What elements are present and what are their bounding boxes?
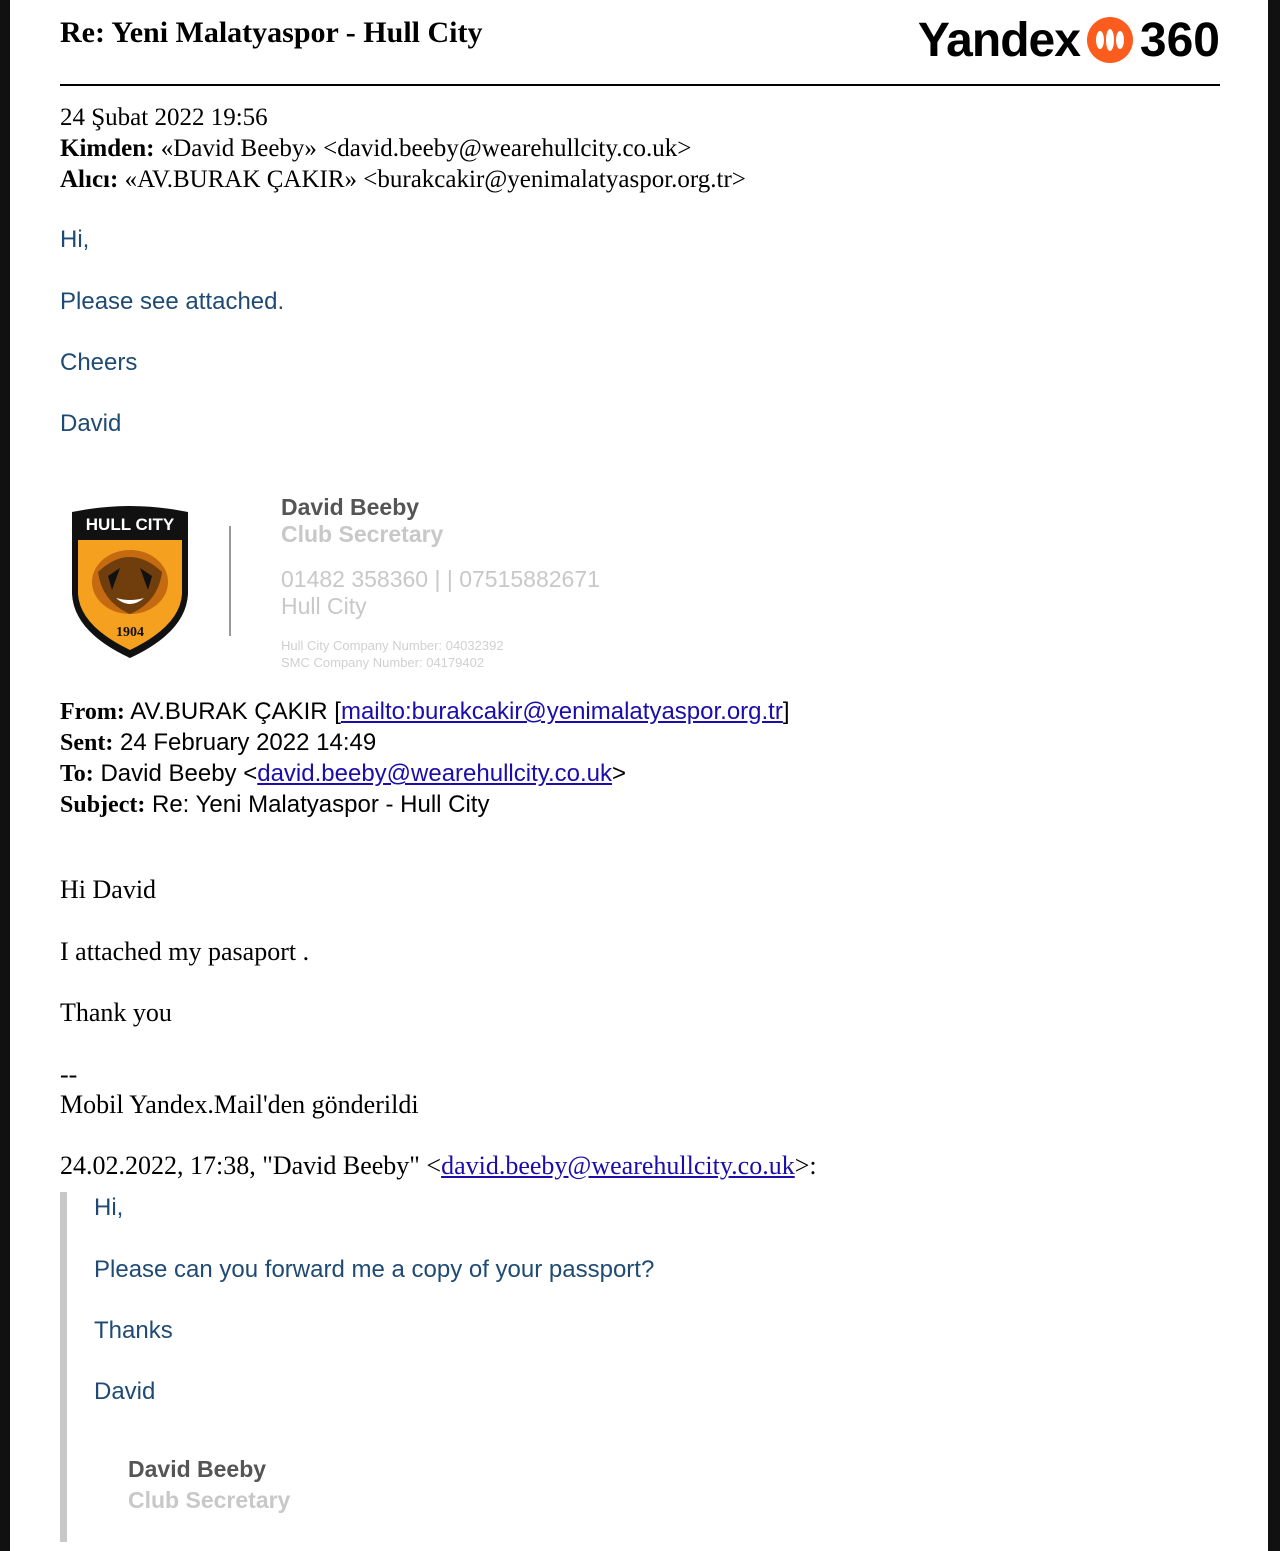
from-label: Kimden: bbox=[60, 135, 155, 162]
fwd-sent-label: Sent: bbox=[60, 730, 114, 756]
message-to bbox=[60, 164, 746, 195]
quoted-body-line: David bbox=[94, 1378, 156, 1405]
email-subject-title: Re: Yeni Malatyaspor - Hull City bbox=[60, 16, 483, 49]
signature-company-number: Hull City Company Number: 04032392 bbox=[281, 638, 504, 653]
fwd-to-end: > bbox=[612, 760, 627, 787]
crest-year: 1904 bbox=[116, 625, 144, 640]
quoted-intro-prefix: 24.02.2022, 17:38, "David Beeby" < bbox=[60, 1151, 442, 1180]
fwd-to-name: David Beeby < bbox=[100, 760, 258, 787]
header-divider bbox=[60, 84, 1220, 86]
body-line: Please see attached. bbox=[60, 288, 285, 315]
logo-number: 360 bbox=[1139, 13, 1220, 67]
body-line: David bbox=[60, 410, 122, 437]
hull-city-crest-icon bbox=[68, 502, 192, 660]
quoted-intro bbox=[60, 1151, 817, 1181]
fwd-from-name: AV.BURAK ÇAKIR [ bbox=[130, 698, 341, 725]
email-page bbox=[10, 0, 1268, 1551]
fwd-from-label: From: bbox=[60, 699, 125, 725]
quoted-body-line: Please can you forward me a copy of your passport? bbox=[94, 1256, 655, 1283]
quoted-intro-suffix: >: bbox=[794, 1151, 817, 1180]
quoted-intro-link[interactable]: david.beeby@wearehullcity.co.uk bbox=[441, 1151, 795, 1180]
signature-name: David Beeby bbox=[281, 494, 420, 520]
forwarded-to bbox=[60, 758, 626, 790]
fwd-subject-value: Re: Yeni Malatyaspor - Hull City bbox=[152, 791, 490, 818]
forwarded-sent bbox=[60, 727, 376, 759]
signature-phone: 01482 358360 | | 07515882671 bbox=[281, 566, 600, 592]
yandex-360-icon bbox=[1086, 16, 1134, 64]
fwd-sent-value: 24 February 2022 14:49 bbox=[120, 729, 377, 756]
fwd-subject-label: Subject: bbox=[60, 792, 146, 818]
body-line: Hi, bbox=[60, 226, 90, 253]
message-from bbox=[60, 133, 691, 164]
fwd-from-link[interactable]: mailto:burakcakir@yenimalatyaspor.org.tr bbox=[340, 698, 783, 725]
signature-club: Hull City bbox=[281, 593, 367, 619]
signature-title: Club Secretary bbox=[281, 521, 444, 547]
quote-bar bbox=[60, 1192, 67, 1542]
quoted-signature-name: David Beeby bbox=[128, 1456, 267, 1482]
message-date: 24 Şubat 2022 19:56 bbox=[60, 104, 268, 131]
yandex-360-logo[interactable] bbox=[918, 12, 1220, 68]
signature-divider bbox=[229, 526, 231, 636]
signature-smc-number: SMC Company Number: 04179402 bbox=[281, 655, 485, 670]
to-value[interactable]: «AV.BURAK ÇAKIR» <burakcakir@yenimalatyaspor.org.tr> bbox=[124, 166, 746, 193]
fwd-to-link[interactable]: david.beeby@wearehullcity.co.uk bbox=[257, 760, 613, 787]
fwd-body-line: Thank you bbox=[60, 998, 172, 1027]
fwd-to-label: To: bbox=[60, 761, 94, 787]
forwarded-from bbox=[60, 696, 790, 728]
fwd-body-line: I attached my pasaport . bbox=[60, 937, 310, 966]
fwd-sig-dashes: -- bbox=[60, 1060, 78, 1089]
quoted-body-line: Thanks bbox=[94, 1317, 173, 1344]
body-line: Cheers bbox=[60, 349, 138, 376]
quoted-signature-title: Club Secretary bbox=[128, 1487, 291, 1513]
fwd-sig-line: Mobil Yandex.Mail'den gönderildi bbox=[60, 1090, 419, 1119]
logo-word: Yandex bbox=[917, 13, 1080, 67]
from-value[interactable]: «David Beeby» <david.beeby@wearehullcity.co.uk> bbox=[160, 135, 692, 162]
crest-text: HULL CITY bbox=[85, 515, 175, 534]
forwarded-subject bbox=[60, 789, 489, 821]
to-label: Alıcı: bbox=[60, 166, 119, 193]
fwd-from-end: ] bbox=[782, 698, 790, 725]
quoted-body-line: Hi, bbox=[94, 1194, 124, 1221]
fwd-body-line: Hi David bbox=[60, 875, 157, 904]
